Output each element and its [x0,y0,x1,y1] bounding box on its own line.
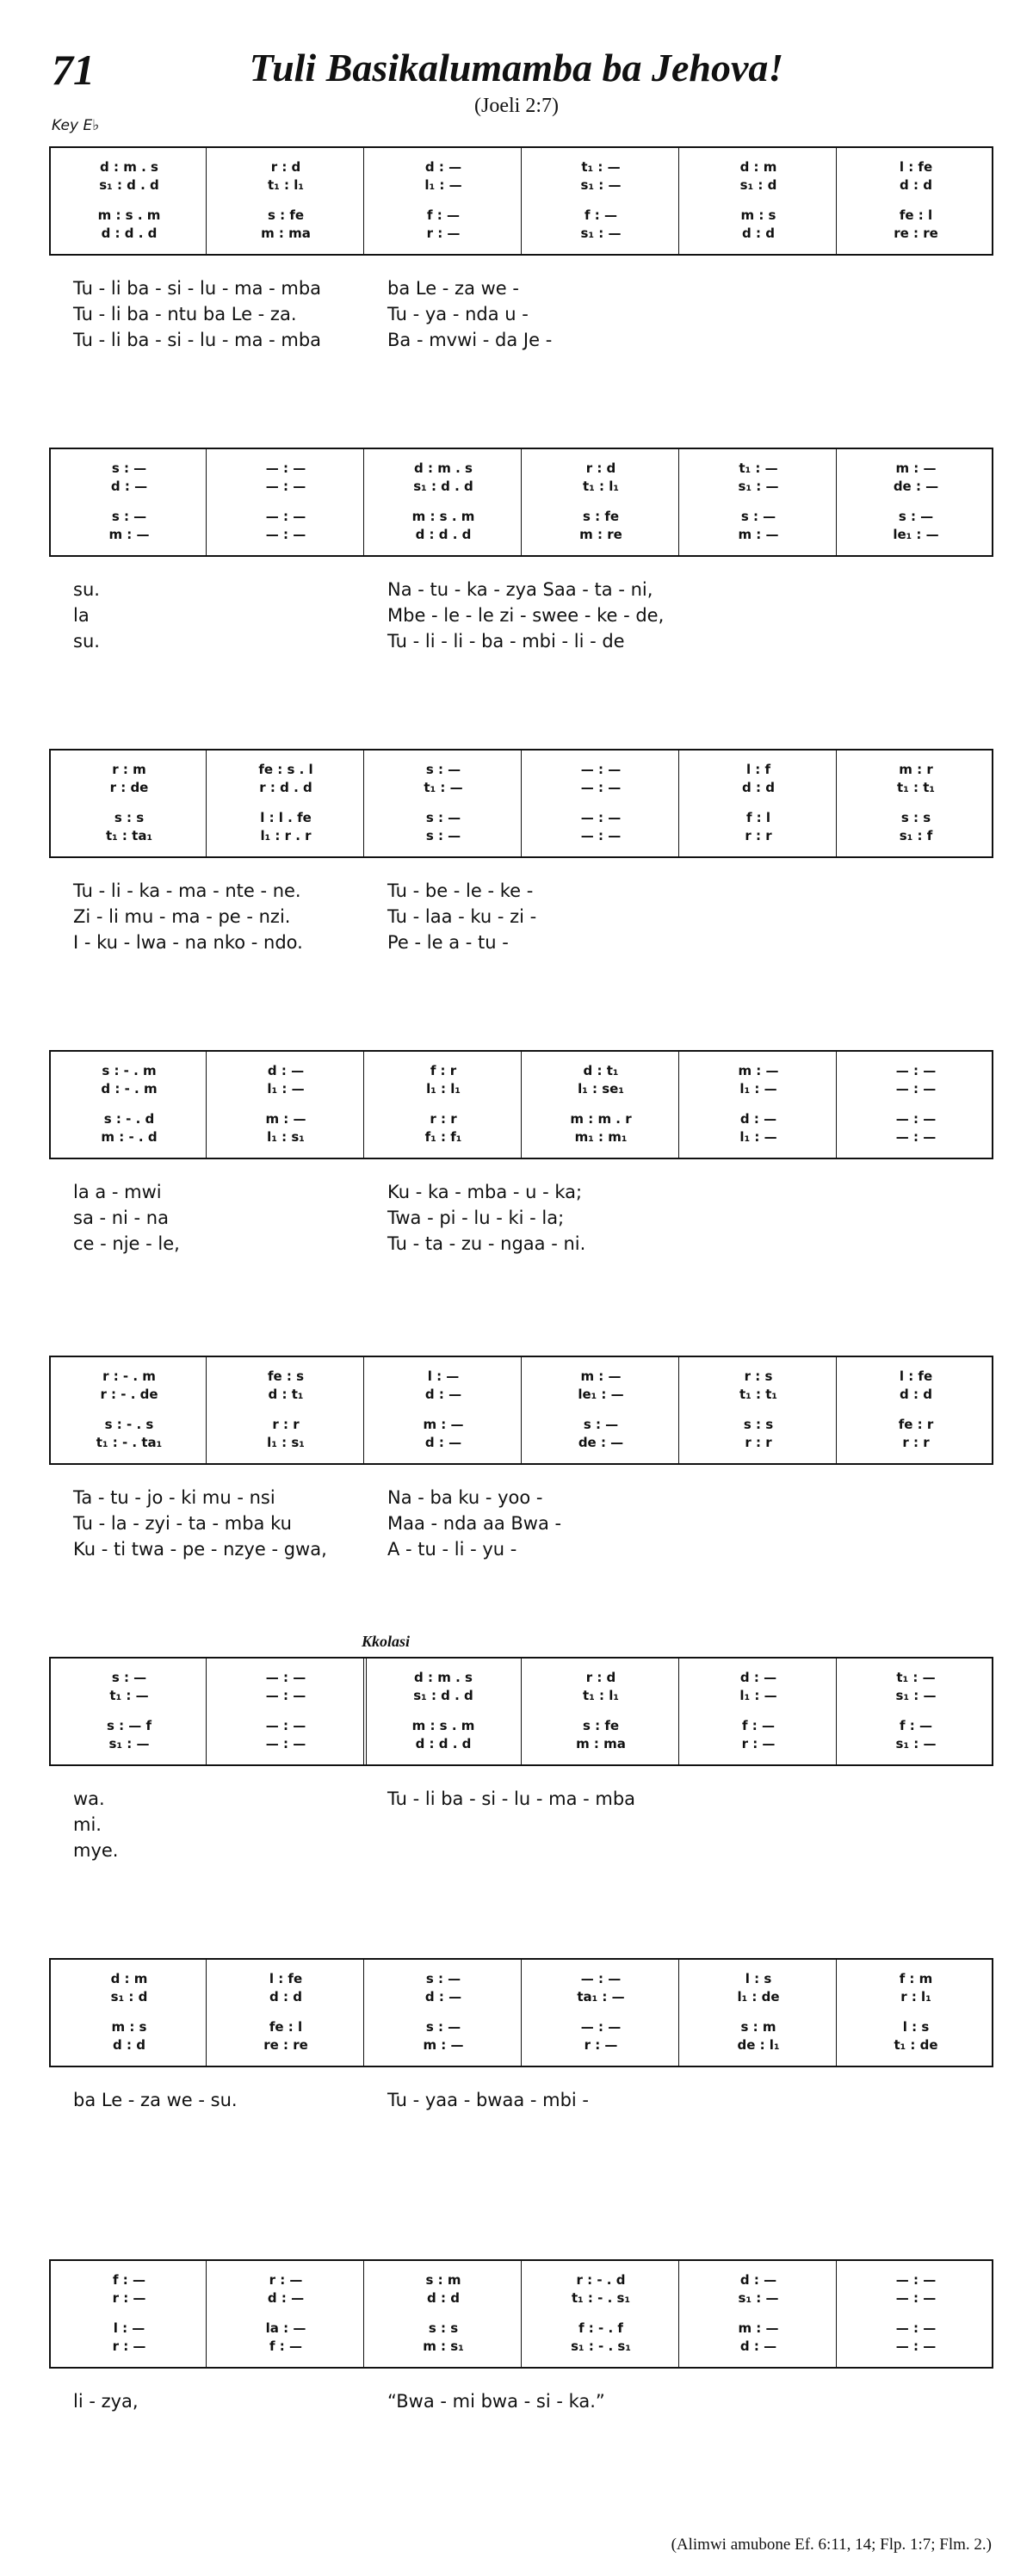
solfa-note: — : — [580,828,622,843]
lyric-line: Na - tu - ka - zya Saa - ta - ni, [387,579,653,600]
solfa-note: s : s [900,810,931,825]
solfa-note: — : — [265,527,306,542]
solfa-note: m : s [740,207,776,223]
solfa-note: s₁ : — [895,1688,937,1703]
solfa-note: — : — [580,2019,622,2035]
solfa-note: l : fe [899,159,933,175]
solfa-note: d : — [739,1111,777,1127]
solfa-note: m : s [111,2019,147,2035]
solfa-note: d : — [424,159,462,175]
solfa-note: l₁ : — [739,1081,777,1096]
solfa-note: re : re [263,2037,308,2053]
solfa-note: s : — [898,509,934,524]
hymn-number: 71 [52,46,95,94]
solfa-note: f₁ : f₁ [424,1129,462,1145]
solfa-note: d : m . s [414,1670,473,1685]
solfa-note: s₁ : d [739,177,777,193]
solfa-note: s₁ : f [899,828,933,843]
solfa-note: fe : s [267,1368,305,1384]
lyric-line: Twa - pi - lu - ki - la; [387,1208,565,1228]
solfa-note: de : — [578,1435,624,1450]
solfa-note: r : - . de [100,1387,158,1402]
solfa-note: s : — [111,460,147,476]
solfa-note: r : r [430,1111,457,1127]
solfa-note: s : m [740,2019,776,2035]
solfa-note: d : d . d [415,527,472,542]
solfa-note: — : — [580,810,622,825]
lyric-line: Tu - li ba - ntu ba Le - za. [73,304,297,324]
solfa-note: t₁ : — [739,460,778,476]
solfa-note: — : — [265,479,306,494]
solfa-note: — : — [265,1736,306,1751]
solfa-note: de : l₁ [737,2037,780,2053]
solfa-note: m : — [265,1111,306,1127]
solfa-note: l₁ : l₁ [426,1081,461,1096]
solfa-note: f : — [427,207,460,223]
solfa-note: s : s [428,2320,459,2336]
solfa-note: d : — [739,1670,777,1685]
solfa-note: f : — [742,1718,775,1733]
lyric-line: la a - mwi [73,1182,162,1202]
solfa-note: m : ma [261,225,311,241]
solfa-note: s : fe [582,1718,620,1733]
solfa-note: f : m [899,1971,933,1986]
solfa-note: r : de [109,780,149,795]
solfa-note: s : s [743,1417,774,1432]
solfa-note: f : — [269,2338,302,2354]
key-signature: Key E♭ [52,117,100,134]
lyric-line: ba Le - za we - [387,278,519,299]
solfa-note: s : s [114,810,145,825]
section-label: Kkolasi [362,1633,411,1650]
solfa-note: — : — [265,1670,306,1685]
solfa-note: s : — [583,1417,619,1432]
solfa-note: s₁ : d . d [413,479,473,494]
solfa-note: m : — [895,460,937,476]
solfa-note: d : — [424,1387,462,1402]
solfa-note: l₁ : — [739,1129,777,1145]
solfa-note: f : — [900,1718,932,1733]
solfa-note: l₁ : s₁ [267,1129,305,1145]
solfa-note: t₁ : t₁ [739,1387,777,1402]
solfa-note: l : — [113,2320,145,2336]
music-system [49,1356,993,1465]
solfa-note: d : d [742,780,775,795]
lyric-line: Na - ba ku - yoo - [387,1487,543,1508]
lyric-line: “Bwa - mi bwa - si - ka.” [387,2391,605,2412]
solfa-note: s₁ : — [580,225,622,241]
solfa-note: s : - . d [103,1111,155,1127]
solfa-note: m : re [579,527,622,542]
solfa-note: m : s . m [97,207,161,223]
solfa-note: f : r [430,1063,457,1078]
solfa-note: s₁ : — [580,177,622,193]
lyric-line: Tu - yaa - bwaa - mbi - [387,2090,590,2110]
solfa-note: r : — [584,2037,618,2053]
lyric-line: ba Le - za we - su. [73,2090,238,2110]
solfa-note: t₁ : - . s₁ [571,2290,631,2306]
solfa-note: f : — [585,207,617,223]
solfa-note: t₁ : — [581,159,621,175]
solfa-note: m : - . d [101,1129,158,1145]
solfa-note: s : — [425,2019,461,2035]
solfa-note: l : fe [899,1368,933,1384]
solfa-note: fe : r [898,1417,934,1432]
solfa-note: l : l . fe [260,810,312,825]
lyric-line: Tu - li ba - si - lu - ma - mba [73,330,322,350]
solfa-note: d : — [110,479,148,494]
solfa-note: m : — [738,527,779,542]
solfa-note: de : — [893,479,939,494]
solfa-note: f : l [745,810,771,825]
solfa-note: fe : s . l [258,762,313,777]
solfa-note: r : l₁ [900,1989,931,2005]
solfa-note: l : f [745,762,771,777]
solfa-note: s₁ : d . d [413,1688,473,1703]
lyric-line: I - ku - lwa - na nko - ndo. [73,932,303,953]
music-system [49,448,993,557]
lyric-line: Tu - be - le - ke - [387,880,534,901]
lyric-line: wa. [73,1788,105,1809]
music-system [49,1050,993,1159]
solfa-note: d : m . s [100,159,158,175]
solfa-note: — : — [895,1063,937,1078]
solfa-note: le₁ : — [578,1387,624,1402]
solfa-note: s : — f [106,1718,152,1733]
solfa-note: — : — [580,780,622,795]
footer-references: (Alimwi amubone Ef. 6:11, 14; Flp. 1:7; Flm. 2.) [671,2536,992,2554]
solfa-note: r : - . d [576,2272,626,2288]
solfa-note: t₁ : de [894,2037,938,2053]
solfa-note: d : — [739,2272,777,2288]
solfa-note: s : m [425,2272,461,2288]
lyric-line: mi. [73,1814,102,1835]
solfa-note: d : t₁ [268,1387,304,1402]
solfa-note: t₁ : t₁ [897,780,935,795]
scripture-reference: (Joeli 2:7) [474,95,559,117]
solfa-note: m : r [899,762,933,777]
lyric-line: mye. [73,1840,119,1861]
hymn-title: Tuli Basikalumamba ba Jehova! [249,46,784,90]
solfa-note: d : - . m [101,1081,158,1096]
solfa-note: s₁ : — [738,2290,779,2306]
music-system [49,2259,993,2369]
solfa-note: d : — [267,1063,305,1078]
solfa-note: r : d [585,1670,616,1685]
solfa-note: — : — [265,460,306,476]
solfa-note: s : fe [267,207,305,223]
lyric-line: Mbe - le - le zi - swee - ke - de, [387,605,665,626]
solfa-note: s : — [425,810,461,825]
solfa-note: m : s₁ [423,2338,464,2354]
lyric-line: Ku - ti twa - pe - nzye - gwa, [73,1539,327,1560]
solfa-note: — : — [895,1081,937,1096]
solfa-note: d : m [739,159,777,175]
solfa-note: — : — [580,1971,622,1986]
solfa-note: m : s . m [411,1718,475,1733]
solfa-note: t₁ : ta₁ [105,828,153,843]
solfa-note: — : — [895,1111,937,1127]
solfa-note: s : fe [582,509,620,524]
solfa-note: l : s [902,2019,930,2035]
solfa-note: fe : l [899,207,933,223]
solfa-note: m : — [580,1368,622,1384]
lyric-line: Tu - li - ka - ma - nte - ne. [73,880,301,901]
solfa-note: l₁ : — [424,177,462,193]
solfa-note: — : — [265,1718,306,1733]
solfa-note: t₁ : — [424,780,463,795]
solfa-note: m : — [738,2320,779,2336]
solfa-note: l₁ : — [739,1688,777,1703]
solfa-note: l₁ : se₁ [578,1081,624,1096]
solfa-note: t₁ : l₁ [583,479,619,494]
lyric-line: ce - nje - le, [73,1233,180,1254]
music-system [49,1657,993,1766]
solfa-note: r : r [745,1435,772,1450]
solfa-note: r : s [744,1368,773,1384]
solfa-note: s : — [111,1670,147,1685]
solfa-note: re : re [894,225,938,241]
solfa-note: r : — [112,2290,146,2306]
solfa-note: m : — [108,527,150,542]
lyric-line: A - tu - li - yu - [387,1539,517,1560]
lyric-line: Tu - la - zyi - ta - mba ku [73,1513,292,1534]
solfa-note: m₁ : m₁ [574,1129,628,1145]
music-system [49,1958,993,2067]
solfa-note: m : — [423,2037,464,2053]
solfa-note: r : r [272,1417,300,1432]
solfa-note: s : - . s [104,1417,154,1432]
solfa-note: l₁ : s₁ [267,1435,305,1450]
solfa-note: r : — [269,2272,303,2288]
solfa-note: d : — [424,1989,462,2005]
lyric-line: Pe - le a - tu - [387,932,509,953]
solfa-note: m : s . m [411,509,475,524]
solfa-note: d : d [900,1387,932,1402]
solfa-note: s : — [425,828,461,843]
solfa-note: r : — [426,225,461,241]
solfa-note: f : — [113,2272,145,2288]
solfa-note: d : — [267,2290,305,2306]
lyric-line: Ba - mvwi - da Je - [387,330,553,350]
solfa-note: s : - . m [102,1063,157,1078]
solfa-note: — : — [895,2272,937,2288]
solfa-note: r : - . m [102,1368,156,1384]
solfa-note: r : — [112,2338,146,2354]
solfa-note: f : - . f [578,2320,623,2336]
lyric-line: li - zya, [73,2391,139,2412]
solfa-note: l₁ : — [267,1081,305,1096]
lyric-line: su. [73,579,100,600]
solfa-note: ta₁ : — [577,1989,625,2005]
solfa-note: s : — [425,1971,461,1986]
solfa-note: s : — [425,762,461,777]
solfa-note: l : s [745,1971,772,1986]
solfa-note: — : — [265,509,306,524]
solfa-note: m : — [738,1063,779,1078]
solfa-note: r : d . d [259,780,312,795]
solfa-note: — : — [895,2320,937,2336]
music-system [49,749,993,858]
solfa-note: d : d . d [415,1736,472,1751]
lyric-line: Tu - li ba - si - lu - ma - mba [73,278,322,299]
solfa-note: s : — [111,509,147,524]
solfa-note: l : fe [269,1971,303,1986]
lyric-line: Tu - li ba - si - lu - ma - mba [387,1788,636,1809]
lyric-line: Tu - li - li - ba - mbi - li - de [387,631,625,652]
solfa-note: s₁ : d . d [99,177,159,193]
solfa-note: — : — [895,2338,937,2354]
lyric-line: Tu - ta - zu - ngaa - ni. [387,1233,586,1254]
solfa-note: s₁ : - . s₁ [571,2338,631,2354]
solfa-note: d : — [424,1435,462,1450]
lyric-line: Tu - laa - ku - zi - [387,906,537,927]
solfa-note: — : — [265,1688,306,1703]
solfa-note: r : r [745,828,772,843]
lyric-line: Ta - tu - jo - ki mu - nsi [73,1487,275,1508]
solfa-note: s₁ : d [110,1989,148,2005]
solfa-note: s₁ : — [895,1736,937,1751]
solfa-note: d : d [113,2037,145,2053]
lyric-line: Maa - nda aa Bwa - [387,1513,562,1534]
solfa-note: t₁ : — [896,1670,936,1685]
solfa-note: s₁ : — [108,1736,150,1751]
solfa-note: d : d [742,225,775,241]
solfa-note: d : d . d [101,225,158,241]
lyric-line: su. [73,631,100,652]
solfa-note: r : m [112,762,146,777]
lyric-line: Tu - ya - nda u - [387,304,529,324]
solfa-note: d : m . s [414,460,473,476]
solfa-note: l₁ : r . r [260,828,312,843]
solfa-note: m : m . r [570,1111,632,1127]
solfa-note: d : d [427,2290,460,2306]
solfa-note: r : d [270,159,301,175]
solfa-note: t₁ : l₁ [268,177,304,193]
solfa-note: fe : l [269,2019,303,2035]
music-system [49,146,993,256]
solfa-note: d : m [110,1971,148,1986]
solfa-note: t₁ : — [109,1688,149,1703]
solfa-note: m : — [423,1417,464,1432]
solfa-note: m : ma [576,1736,626,1751]
solfa-note: la : — [265,2320,306,2336]
solfa-note: t₁ : - . ta₁ [96,1435,163,1450]
solfa-note: l : — [427,1368,460,1384]
solfa-note: le₁ : — [893,527,939,542]
solfa-note: — : — [580,762,622,777]
solfa-note: t₁ : l₁ [583,1688,619,1703]
solfa-note: l₁ : de [737,1989,780,2005]
lyric-line: la [73,605,90,626]
lyric-line: sa - ni - na [73,1208,169,1228]
solfa-note: d : t₁ [583,1063,619,1078]
solfa-note: d : — [739,2338,777,2354]
solfa-note: — : — [895,2290,937,2306]
solfa-note: d : d [900,177,932,193]
solfa-note: d : d [269,1989,302,2005]
lyric-line: Zi - li mu - ma - pe - nzi. [73,906,291,927]
solfa-note: r : r [902,1435,930,1450]
solfa-note: r : — [741,1736,776,1751]
solfa-note: r : d [585,460,616,476]
lyric-line: Ku - ka - mba - u - ka; [387,1182,583,1202]
solfa-note: s : — [740,509,776,524]
solfa-note: — : — [895,1129,937,1145]
solfa-note: s₁ : — [738,479,779,494]
